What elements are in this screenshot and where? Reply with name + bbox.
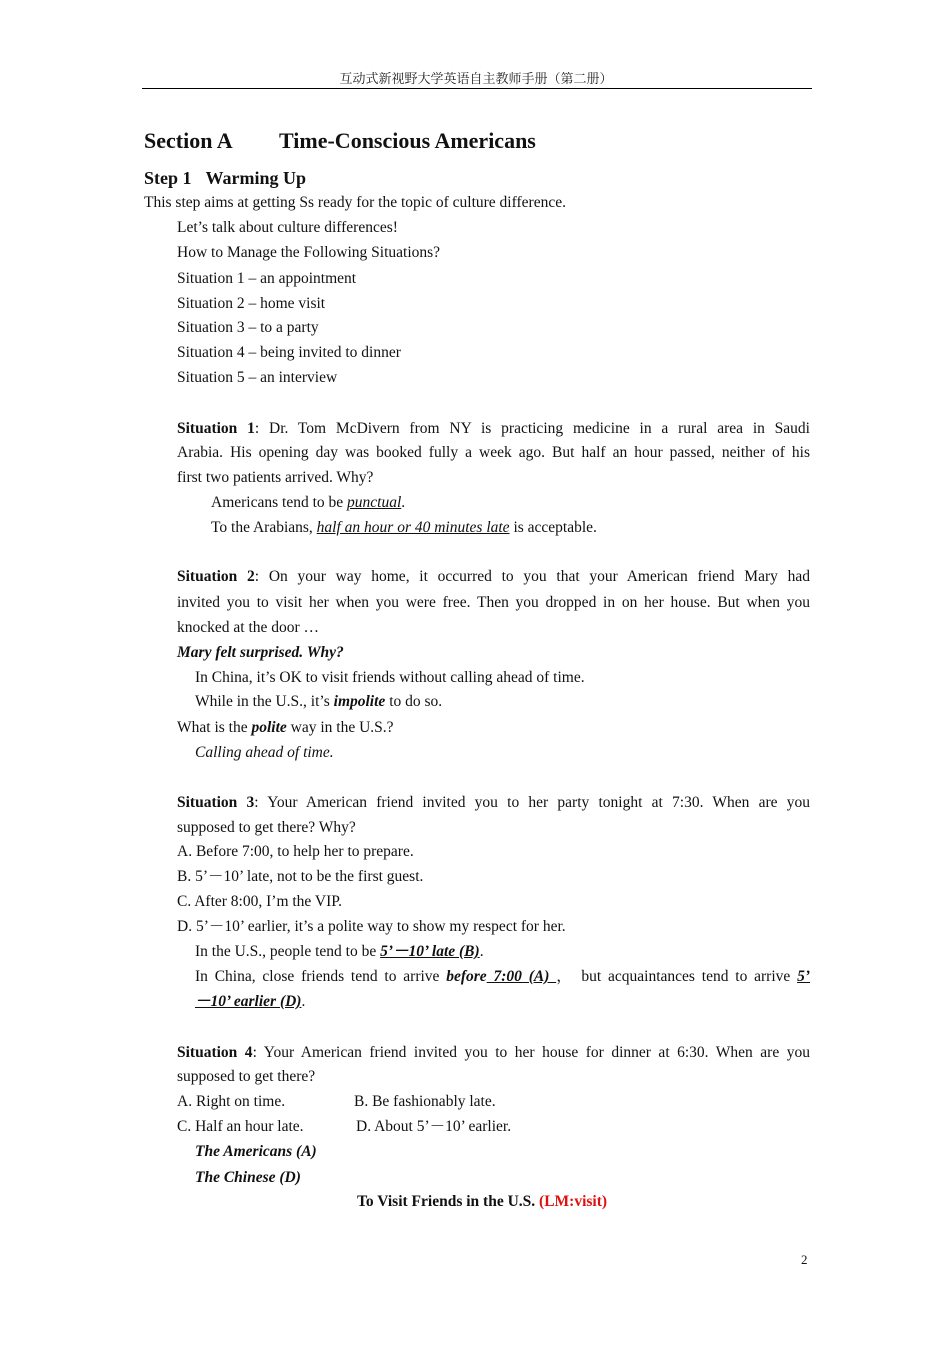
s3-option: A. Before 7:00, to help her to prepare. [177, 843, 414, 860]
s3-option: C. After 8:00, I’m the VIP. [177, 893, 343, 910]
s2-text: : On your way home, it occurred to you that your American friend Mary had [254, 568, 810, 585]
s3-answer-text: In the U.S., people tend to be [195, 943, 381, 960]
s4-answer-chinese: The Chinese (D) [195, 1169, 301, 1186]
closing-heading [357, 1192, 607, 1212]
section-label: Section A [144, 128, 233, 153]
s1-label: Situation 1 [177, 420, 255, 437]
s2-question-text: way in the U.S.? [286, 719, 394, 736]
s4-paragraph-line: supposed to get there? [177, 1068, 316, 1085]
s3-paragraph-line [177, 793, 810, 813]
intro-text: This step aims at getting Ss ready for the topic of culture difference. [144, 194, 566, 211]
situation-list-item: Situation 2 – home visit [177, 295, 326, 312]
s3-answer-text: . [301, 993, 306, 1010]
s1-text: : Dr. Tom McDivern from NY is practicing medicine in a rural area in Saudi [254, 420, 810, 437]
s3-answer-text: ， but acquaintances tend to arrive [556, 968, 798, 985]
s3-answer-key: 7:00 (A) [486, 968, 557, 985]
section-title: Time-Conscious Americans [279, 128, 536, 153]
s3-answer-key: before [446, 968, 487, 985]
section-heading [144, 128, 536, 154]
s1-answer-1 [211, 493, 405, 513]
s2-question-2 [177, 718, 394, 738]
s4-paragraph-line [177, 1043, 810, 1063]
s3-label: Situation 3 [177, 794, 255, 811]
s2-answer-3: Calling ahead of time. [195, 744, 334, 761]
s3-text: : Your American friend invited you to her party tonight at 7:30. When are you [254, 794, 810, 811]
s2-paragraph-line [177, 567, 810, 587]
s3-answer-key: －10’ earlier (D) [195, 993, 302, 1010]
s1-answer-key: half an hour or 40 minutes late [316, 519, 510, 536]
step-heading [144, 168, 306, 189]
s3-answer-cn [195, 967, 810, 987]
s2-paragraph-line: invited you to visit her when you were free. Then you dropped in on her house. But when you [177, 594, 810, 611]
s2-question: Mary felt surprised. Why? [177, 644, 344, 661]
s1-paragraph-line: first two patients arrived. Why? [177, 469, 374, 486]
situation-list-item: Situation 3 – to a party [177, 319, 319, 336]
warmup-manage: How to Manage the Following Situations? [177, 244, 441, 261]
closing-link-tag[interactable]: (LM:visit) [539, 1193, 608, 1210]
s1-answer-key: punctual [347, 494, 402, 511]
s1-answer-text: To the Arabians, [211, 519, 317, 536]
s2-paragraph-line: knocked at the door … [177, 619, 320, 636]
s3-option: B. 5’－10’ late, not to be the first guest. [177, 868, 424, 885]
s4-label: Situation 4 [177, 1044, 253, 1061]
s2-question-text: What is the [177, 719, 252, 736]
s3-paragraph-line: supposed to get there? Why? [177, 819, 356, 836]
situation-list-item: Situation 5 – an interview [177, 369, 338, 386]
step-label: Step 1 [144, 168, 192, 188]
s4-option: B. Be fashionably late. [354, 1093, 496, 1110]
s2-answer-key: impolite [333, 693, 386, 710]
s2-answer-text: While in the U.S., it’s [195, 693, 334, 710]
s3-answer-cn-cont [195, 992, 305, 1012]
s2-label: Situation 2 [177, 568, 255, 585]
s2-answer-1: In China, it’s OK to visit friends without calling ahead of time. [195, 669, 585, 686]
situation-list-item: Situation 4 – being invited to dinner [177, 344, 401, 361]
s3-answer-text: In China, close friends tend to arrive [195, 968, 447, 985]
running-header: 互动式新视野大学英语自主教师手册（第二册） [339, 72, 613, 87]
s2-question-key: polite [251, 719, 287, 736]
s3-answer-text: . [479, 943, 484, 960]
s1-paragraph-line [177, 419, 810, 439]
s4-answer-americans: The Americans (A) [195, 1143, 317, 1160]
s3-answer-key: 5’－10’ late (B) [380, 943, 480, 960]
step-title: Warming Up [205, 168, 307, 188]
s3-answer-us [195, 942, 484, 962]
s4-option: A. Right on time. [177, 1093, 286, 1110]
s2-answer-2 [195, 692, 442, 712]
warmup-talk: Let’s talk about culture differences! [177, 219, 398, 236]
header-rule [142, 88, 812, 89]
s4-text: : Your American friend invited you to her house for dinner at 6:30. When are you [252, 1044, 810, 1061]
s2-answer-text: to do so. [385, 693, 443, 710]
s1-answer-2 [211, 518, 597, 538]
s1-answer-text: . [401, 494, 406, 511]
s1-paragraph-line: Arabia. His opening day was booked fully a week ago. But half an hour passed, neither of his [177, 444, 810, 461]
s4-option: D. About 5’－10’ earlier. [356, 1118, 512, 1135]
s3-answer-key: 5’ [797, 968, 810, 985]
situation-list-item: Situation 1 – an appointment [177, 270, 357, 287]
s3-option: D. 5’－10’ earlier, it’s a polite way to show my respect for her. [177, 918, 566, 935]
s1-answer-text: Americans tend to be [211, 494, 348, 511]
page-number: 2 [801, 1252, 808, 1267]
s1-answer-text: is acceptable. [509, 519, 597, 536]
s4-option: C. Half an hour late. [177, 1118, 304, 1135]
closing-text: To Visit Friends in the U.S. [357, 1193, 540, 1210]
